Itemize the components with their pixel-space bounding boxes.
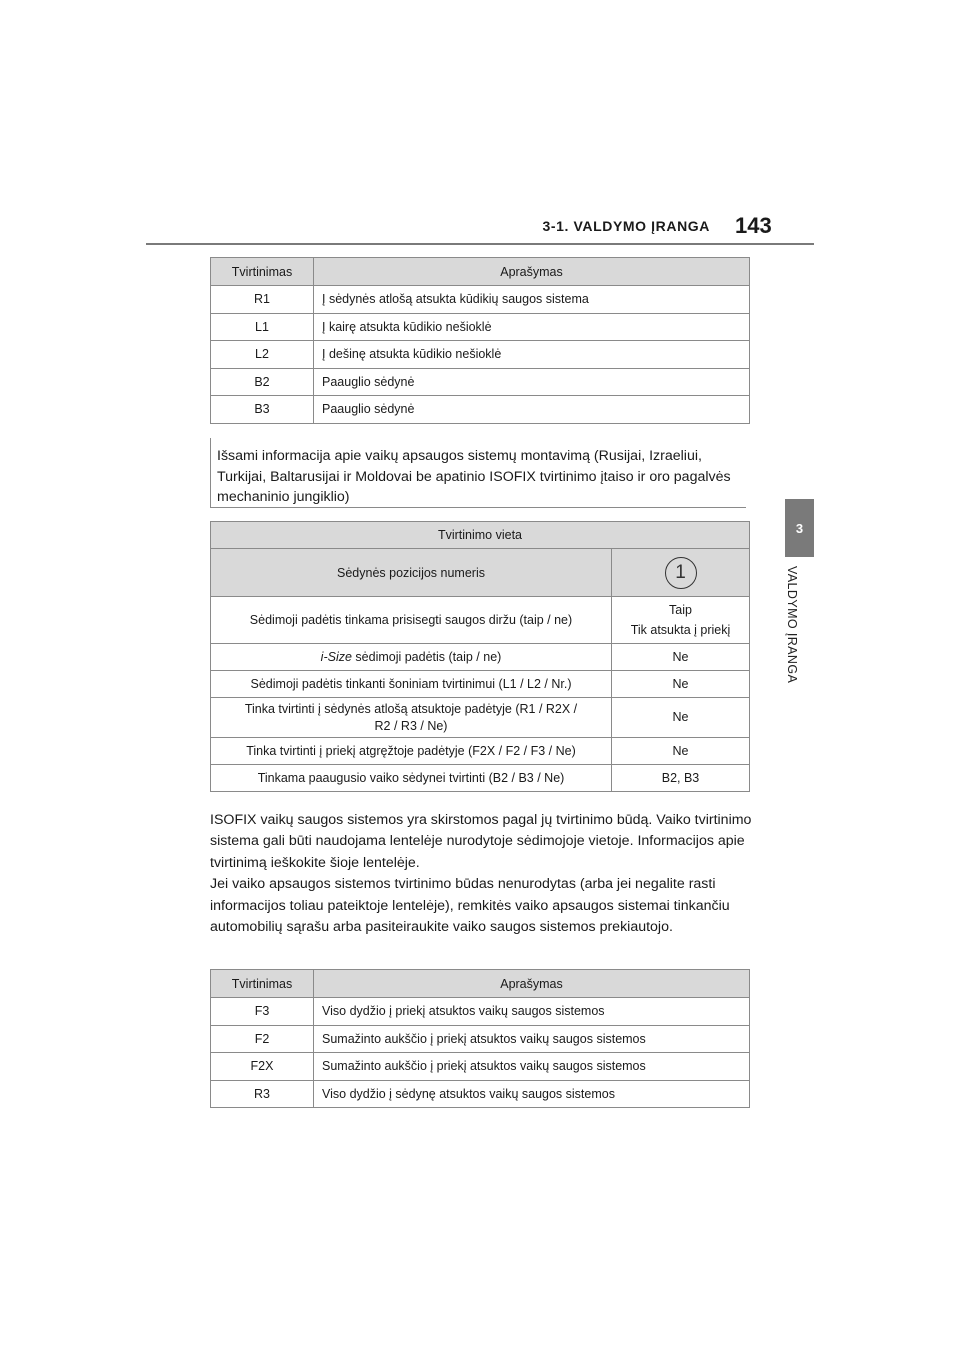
table-cell-description: Į kairę atsukta kūdikio nešioklė	[314, 313, 750, 341]
anchorage-table-top	[210, 257, 750, 424]
table-row	[211, 698, 750, 738]
table-cell-code: F2	[211, 1025, 314, 1053]
table-cell-description: Į sėdynės atlošą atsukta kūdikių saugos sistema	[314, 286, 750, 314]
table-row	[211, 1053, 750, 1081]
table-cell-code: R1	[211, 286, 314, 314]
i-size-term: i-Size	[320, 650, 352, 664]
table-row	[211, 671, 750, 698]
table-header-row	[211, 258, 750, 286]
anchorage-table-bottom	[210, 969, 750, 1108]
section-title: 3-1. VALDYMO ĮRANGA	[542, 218, 710, 234]
row-label-rest: sėdimoji padėtis (taip / ne)	[351, 650, 502, 664]
seat-number-circle: 1	[665, 557, 697, 589]
row-label: Sėdimoji padėtis tinkama prisisegti saugos diržu (taip / ne)	[211, 597, 612, 644]
table-cell-code: F3	[211, 998, 314, 1026]
table-cell-code: R3	[211, 1080, 314, 1108]
table-cell-description: Viso dydžio į sėdynę atsuktos vaikų saugos sistemos	[314, 1080, 750, 1108]
chapter-tab: 3	[785, 499, 814, 557]
row-value	[612, 597, 750, 644]
table-title: Tvirtinimo vieta	[211, 522, 750, 549]
table-row	[211, 341, 750, 369]
table-cell-description: Į dešinę atsukta kūdikio nešioklė	[314, 341, 750, 369]
row-value-line: Tik atsukta į priekį	[630, 623, 731, 637]
row-label-line: Tinka tvirtinti į sėdynės atlošą atsuktoje padėtyje (R1 / R2X /	[244, 701, 578, 716]
row-label: Tinka tvirtinti į priekį atgręžtoje padėtyje (F2X / F2 / F3 / Ne)	[211, 738, 612, 765]
row-label: Sėdimoji padėtis tinkanti šoniniam tvirtinimui (L1 / L2 / Nr.)	[211, 671, 612, 698]
page-number: 143	[735, 213, 772, 238]
seating-position-table	[210, 521, 750, 792]
table-header-row	[211, 970, 750, 998]
table-row	[211, 1080, 750, 1108]
info-heading: Išsami informacija apie vaikų apsaugos sistemų montavimą (Rusijai, Izraeliui, Turkijai, Baltarusijai ir Moldovai be apatinio ISOFIX tvirtinimo įtaiso ir oro pagalvės mechaninio jungiklio)	[210, 438, 746, 508]
table-cell-description: Paauglio sėdynė	[314, 396, 750, 424]
position-cell	[612, 549, 750, 597]
column-header: Tvirtinimas	[211, 970, 314, 998]
table-row	[211, 644, 750, 671]
table-cell-description: Sumažinto aukščio į priekį atsuktos vaikų saugos sistemos	[314, 1053, 750, 1081]
table-row	[211, 313, 750, 341]
position-row	[211, 549, 750, 597]
table-title-row	[211, 522, 750, 549]
table-cell-description: Viso dydžio į priekį atsuktos vaikų saugos sistemos	[314, 998, 750, 1026]
row-value: Ne	[612, 644, 750, 671]
table-row	[211, 1025, 750, 1053]
table-row	[211, 597, 750, 644]
table-cell-code: B3	[211, 396, 314, 424]
chapter-label: VALDYMO ĮRANGA	[785, 566, 799, 684]
body-text	[210, 810, 755, 938]
table-cell-description: Paauglio sėdynė	[314, 368, 750, 396]
table-cell-description: Sumažinto aukščio į priekį atsuktos vaikų saugos sistemos	[314, 1025, 750, 1053]
table-row	[211, 286, 750, 314]
column-header: Aprašymas	[314, 970, 750, 998]
table-cell-code: B2	[211, 368, 314, 396]
table-cell-code: L1	[211, 313, 314, 341]
table-row	[211, 396, 750, 424]
table-row	[211, 738, 750, 765]
row-label	[211, 698, 612, 738]
table-row	[211, 765, 750, 792]
row-label-line: R2 / R3 / Ne)	[374, 718, 448, 733]
header-divider	[146, 243, 814, 245]
column-header: Tvirtinimas	[211, 258, 314, 286]
table-cell-code: F2X	[211, 1053, 314, 1081]
row-value: Ne	[612, 738, 750, 765]
row-value: B2, B3	[612, 765, 750, 792]
table-row	[211, 998, 750, 1026]
table-row	[211, 368, 750, 396]
row-value-line: Taip	[669, 603, 692, 617]
paragraph: Jei vaiko apsaugos sistemos tvirtinimo būdas nenurodytas (arba jei negalite rasti informacijos toliau pateiktoje lentelėje), remkitės vaiko apsaugos sistemai tinkančiu automobilių sąrašu arba pasiteiraukite vaiko saugos sistemos prekiautojo.	[210, 876, 730, 936]
row-label	[211, 644, 612, 671]
row-value: Ne	[612, 671, 750, 698]
position-label: Sėdynės pozicijos numeris	[211, 549, 612, 597]
column-header: Aprašymas	[314, 258, 750, 286]
row-label: Tinkama paaugusio vaiko sėdynei tvirtinti (B2 / B3 / Ne)	[211, 765, 612, 792]
paragraph: ISOFIX vaikų saugos sistemos yra skirstomos pagal jų tvirtinimo būdą. Vaiko tvirtinimo sistema gali būti naudojama lentelėje nurodytoje sėdimojoje vietoje. Informacijos apie tvirtinimą ieškokite šioje lentelėje.	[210, 812, 752, 871]
row-value: Ne	[612, 698, 750, 738]
table-cell-code: L2	[211, 341, 314, 369]
